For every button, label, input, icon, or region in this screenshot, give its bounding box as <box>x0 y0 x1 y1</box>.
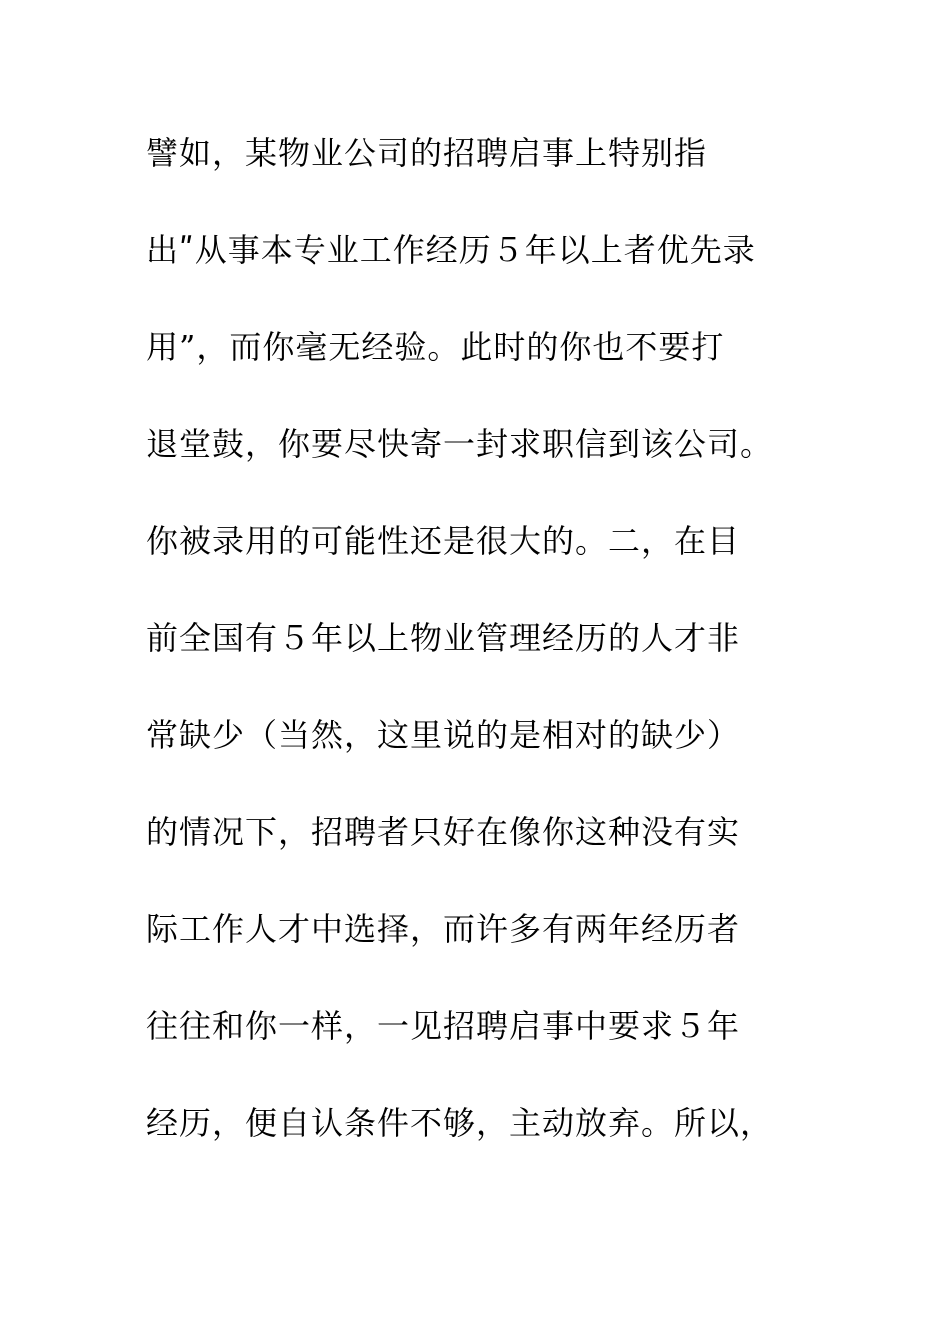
body-text <box>146 128 836 1195</box>
text-line: 际工作人才中选择，而许多有两年经历者 <box>146 910 741 948</box>
text-line: 的情况下，招聘者只好在像你这种没有实 <box>146 813 741 851</box>
text-line: 经历，便自认条件不够，主动放弃。所以， <box>146 1104 774 1142</box>
text-line: 出ʺ从事本专业工作经历５年以上者优先录 <box>146 231 756 269</box>
text-line: 前全国有５年以上物业管理经历的人才非 <box>146 619 741 657</box>
text-line: 往往和你一样，一见招聘启事中要求５年 <box>146 1007 741 1045</box>
text-line: 譬如，某物业公司的招聘启事上特别指 <box>146 134 708 172</box>
text-line: 退堂鼓，你要尽快寄一封求职信到该公司。 <box>146 425 774 463</box>
text-line: 常缺少（当然，这里说的是相对的缺少） <box>146 716 741 754</box>
text-line: 用”，而你毫无经验。此时的你也不要打 <box>146 328 725 366</box>
text-line: 你被录用的可能性还是很大的。二，在目 <box>146 522 741 560</box>
